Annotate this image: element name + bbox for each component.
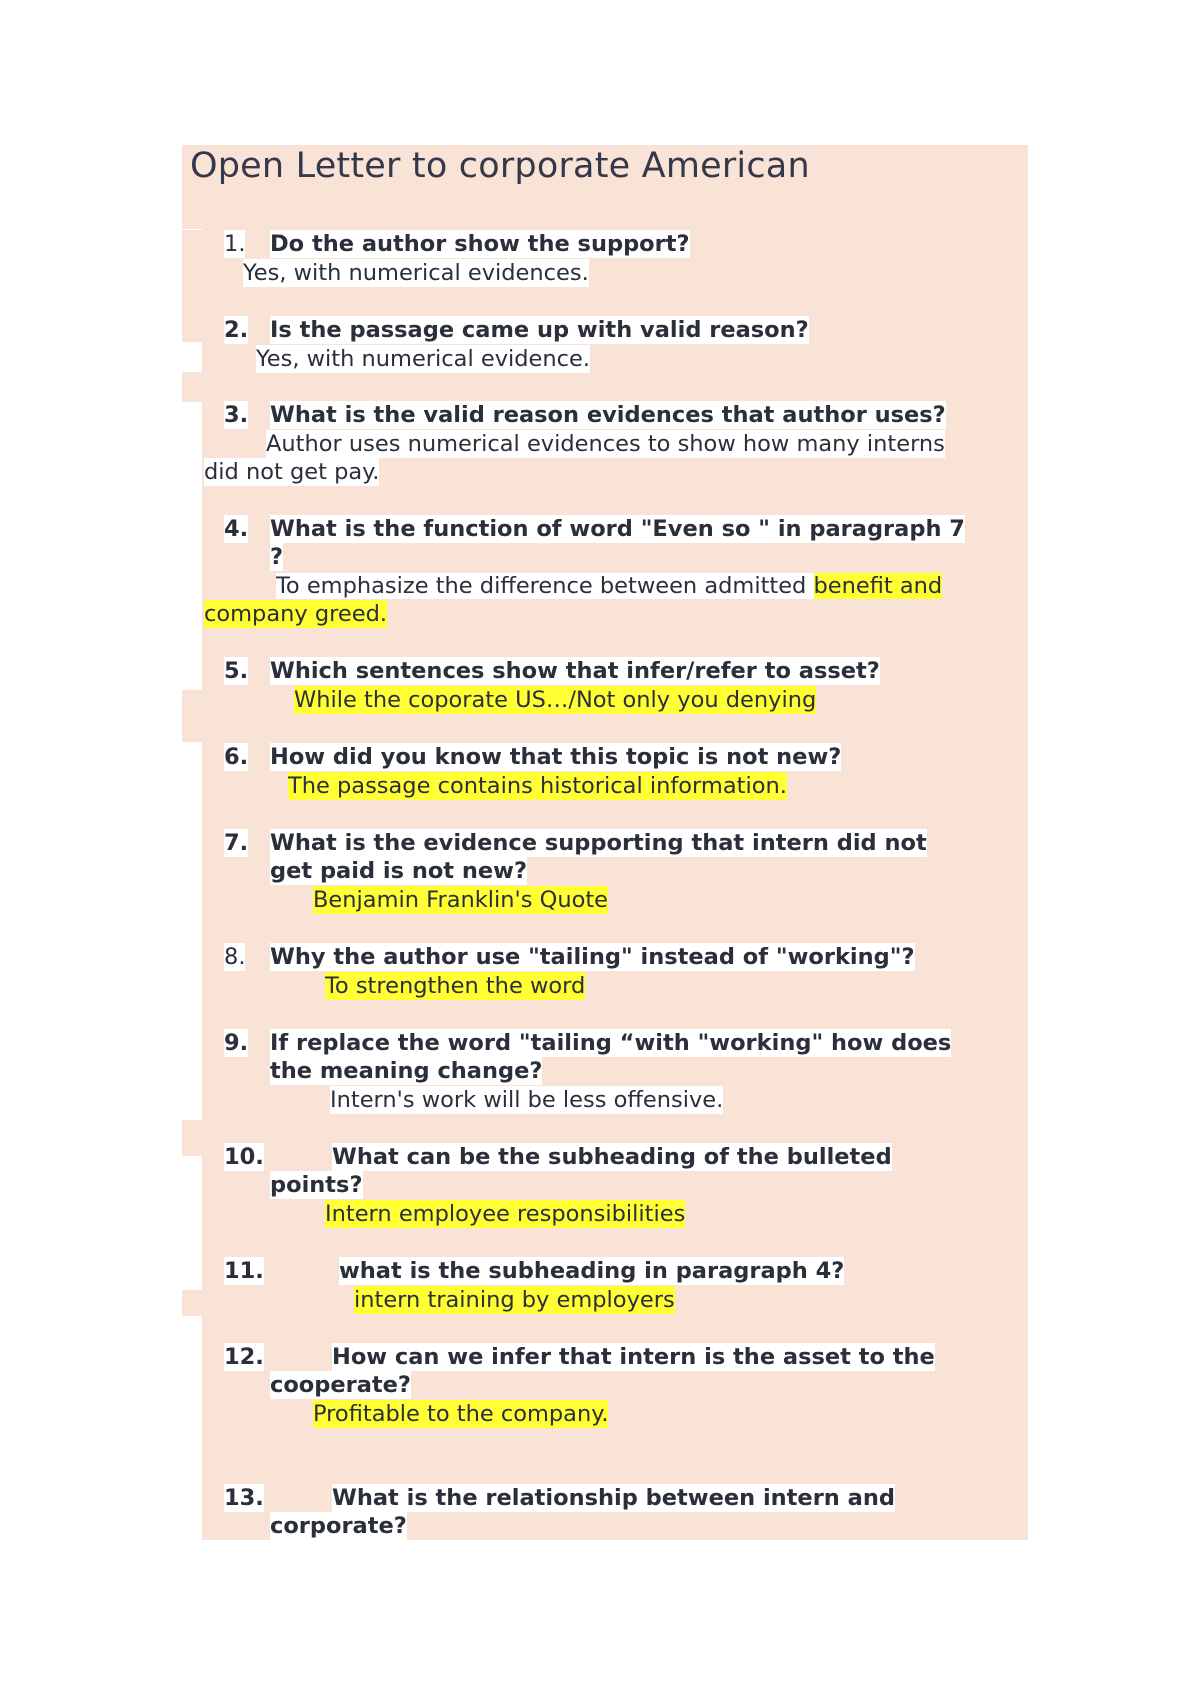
question-1 xyxy=(224,230,690,258)
question-text: If replace the word "tailing “with "working" how does xyxy=(270,1030,952,1056)
answer-8: To strengthen the word xyxy=(325,973,586,999)
question-number: 4. xyxy=(224,516,249,542)
question-13 xyxy=(224,1484,895,1539)
question-text-continued: cooperate? xyxy=(270,1372,411,1398)
question-text: Why the author use "tailing" instead of "working"? xyxy=(270,944,915,970)
question-text-continued: get paid is not new? xyxy=(270,858,528,884)
question-12 xyxy=(224,1343,935,1398)
question-text-continued: ? xyxy=(270,544,284,570)
answer-11: intern training by employers xyxy=(354,1287,675,1313)
question-text: what is the subheading in paragraph 4? xyxy=(339,1258,845,1284)
question-text-continued: the meaning change? xyxy=(270,1058,543,1084)
question-text-continued: corporate? xyxy=(270,1513,407,1539)
question-number: 7. xyxy=(224,830,249,856)
question-text: Which sentences show that infer/refer to asset? xyxy=(270,658,880,684)
question-text: Do the author show the support? xyxy=(270,231,690,257)
answer-10: Intern employee responsibilities xyxy=(325,1201,686,1227)
shading-left-4 xyxy=(182,1120,204,1156)
question-number: 10. xyxy=(224,1144,264,1170)
question-10 xyxy=(224,1143,892,1198)
answer-1: Yes, with numerical evidences. xyxy=(243,260,589,286)
answer-highlight: benefit and xyxy=(813,573,943,599)
question-number: 2. xyxy=(224,317,249,343)
question-number: 9. xyxy=(224,1030,249,1056)
answer-plain: To emphasize the difference between admitted xyxy=(276,573,814,599)
answer-7: Benjamin Franklin's Quote xyxy=(313,887,609,913)
answer-5: While the coporate US…/Not only you denying xyxy=(294,687,817,713)
shading-left-3 xyxy=(182,690,204,742)
question-9 xyxy=(224,1029,952,1084)
question-5 xyxy=(224,657,880,685)
answer-3-line-1: Author uses numerical evidences to show how many interns xyxy=(266,431,945,457)
question-text: Is the passage came up with valid reason? xyxy=(270,317,809,343)
question-text: What is the function of word "Even so " in paragraph 7 xyxy=(270,516,965,542)
answer-12: Profitable to the company. xyxy=(313,1401,609,1427)
answer-6: The passage contains historical information. xyxy=(288,773,787,799)
question-text: What is the relationship between intern and xyxy=(332,1485,895,1511)
question-text: How can we infer that intern is the asset to the xyxy=(332,1344,935,1370)
question-number: 1. xyxy=(224,231,246,257)
question-number: 6. xyxy=(224,744,249,770)
question-text: What can be the subheading of the bulleted xyxy=(332,1144,892,1170)
question-11 xyxy=(224,1257,845,1285)
answer-3-line-2: did not get pay. xyxy=(204,459,380,485)
page-title: Open Letter to corporate American xyxy=(190,146,810,186)
question-text: How did you know that this topic is not new? xyxy=(270,744,842,770)
answer-2: Yes, with numerical evidence. xyxy=(256,346,591,372)
question-7 xyxy=(224,829,927,884)
question-number: 8. xyxy=(224,944,246,970)
question-number: 3. xyxy=(224,402,249,428)
answer-4-line-2: company greed. xyxy=(204,601,388,627)
question-6 xyxy=(224,743,842,771)
question-number: 11. xyxy=(224,1258,264,1284)
answer-4 xyxy=(276,572,942,600)
question-number: 12. xyxy=(224,1344,264,1370)
question-4 xyxy=(224,515,965,570)
question-3 xyxy=(224,401,946,429)
shading-left-2 xyxy=(182,372,204,402)
shading-left-5 xyxy=(182,1290,204,1316)
question-text-continued: points? xyxy=(270,1172,363,1198)
question-text: What is the valid reason evidences that author uses? xyxy=(270,402,946,428)
question-number: 5. xyxy=(224,658,249,684)
question-number: 13. xyxy=(224,1485,264,1511)
answer-9: Intern's work will be less offensive. xyxy=(330,1087,724,1113)
question-8 xyxy=(224,943,915,971)
shading-left-1 xyxy=(182,230,204,342)
question-2 xyxy=(224,316,809,344)
question-text: What is the evidence supporting that intern did not xyxy=(270,830,927,856)
